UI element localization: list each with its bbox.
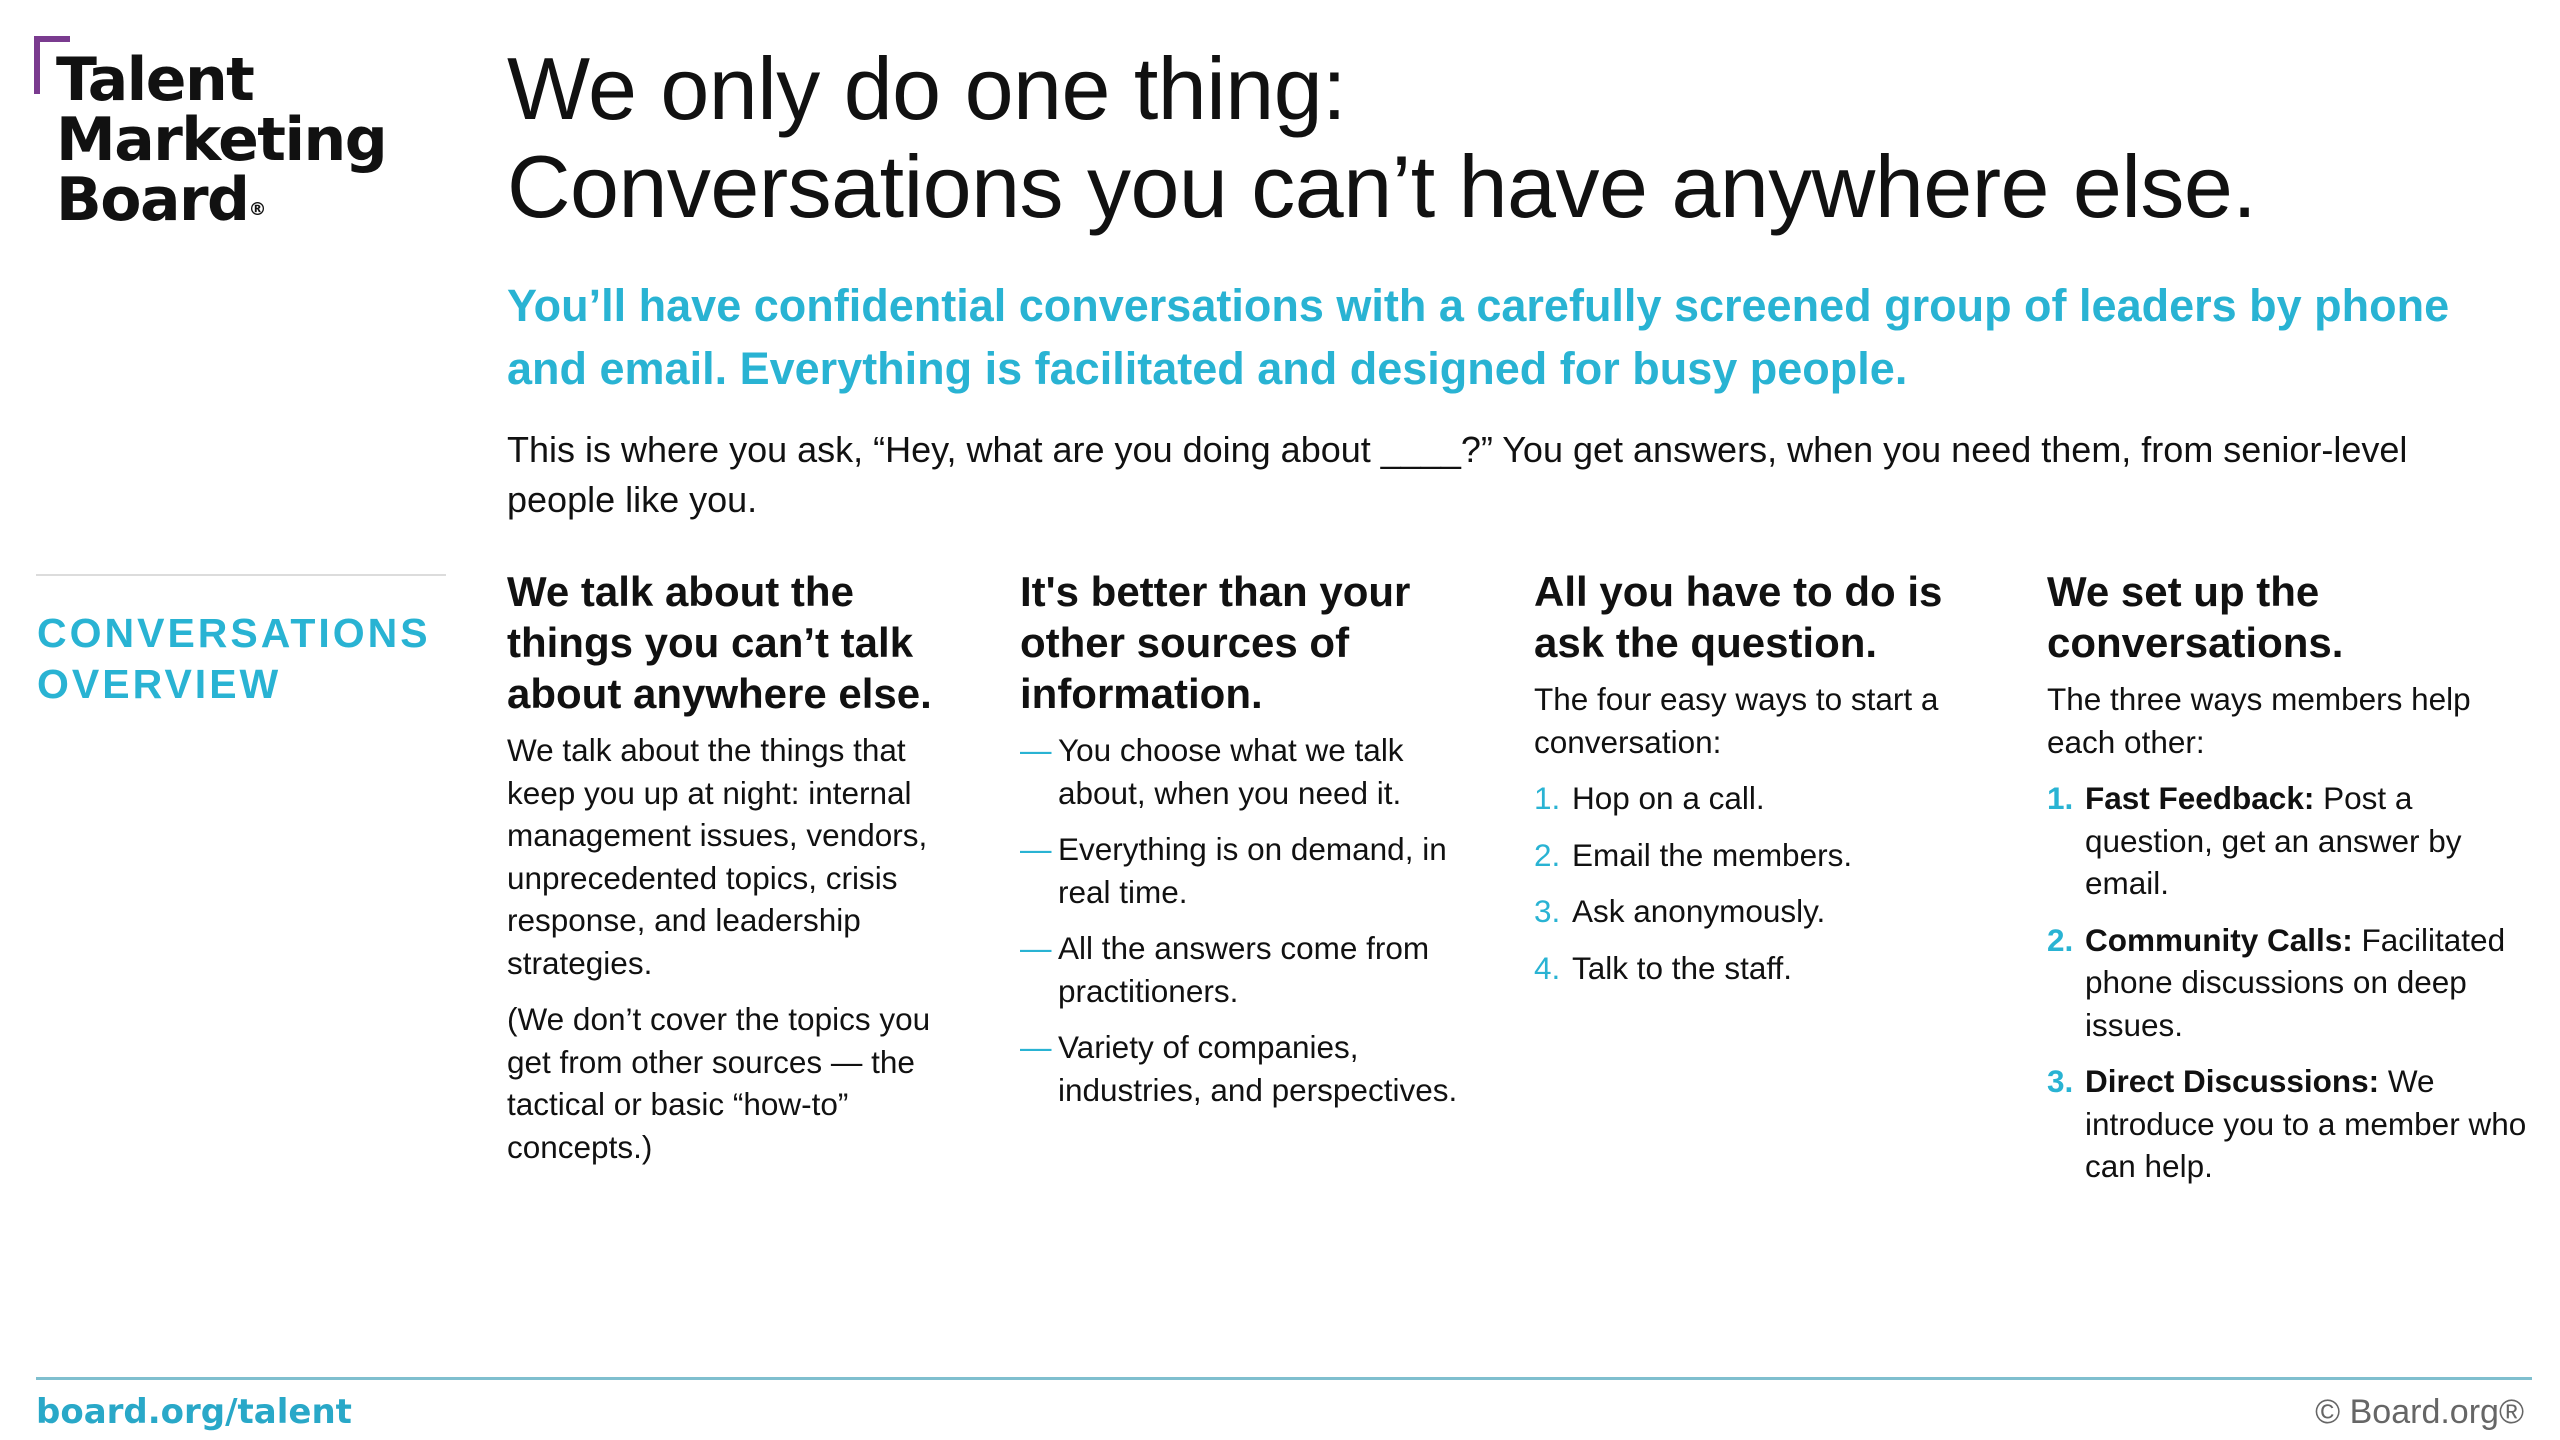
list-number: 1. — [2047, 780, 2074, 816]
list-item-term: Fast Feedback: — [2085, 780, 2315, 816]
brand-logo — [34, 36, 414, 246]
list-item — [2047, 919, 2527, 1047]
list-number: 3. — [2047, 1063, 2074, 1099]
list-item-term: Community Calls: — [2085, 921, 2353, 958]
column-benefits — [1020, 566, 1485, 1125]
sidebar-divider — [36, 574, 446, 576]
logo-line-2: Marketing — [56, 105, 387, 175]
intro-paragraph: This is where you ask, “Hey, what are you doing about ____?” You get answers, when you need them, from senior-level people like you. — [507, 429, 2408, 520]
section-label-line-2: OVERVIEW — [37, 661, 282, 707]
list-item-text: Post a question, get an answer by email. — [2085, 780, 2462, 901]
list-item — [1020, 927, 1485, 1012]
list-item-text: Talk to the staff. — [1572, 949, 1793, 986]
column-heading: We talk about the things you can’t talk about anywhere else. — [507, 568, 932, 717]
dash-marker: — — [1020, 831, 1052, 867]
list-item-text: You choose what we talk about, when you need it. — [1058, 732, 1404, 811]
footer-url: board.org/talent — [36, 1392, 352, 1432]
column-heading: We set up the conversations. — [2047, 568, 2344, 666]
list-item — [1534, 890, 1999, 933]
dash-marker: — — [1020, 732, 1052, 768]
column-heading: All you have to do is ask the question. — [1534, 568, 1943, 666]
list-item-text: Everything is on demand, in real time. — [1058, 831, 1447, 910]
registered-mark: ® — [248, 199, 267, 220]
logo-line-3-text: Board — [56, 165, 249, 235]
column-paragraph: We talk about the things that keep you up at night: internal management issues, vendors, unprecedented topics, crisis response, and leadership strategies. — [507, 732, 928, 981]
column-setup — [2047, 566, 2527, 1202]
footer-divider — [36, 1377, 2532, 1380]
lead-paragraph: You’ll have confidential conversations with a carefully screened group of leaders by phone and email. Everything is facilitated and designed for busy people. — [507, 280, 2450, 394]
logo-wordmark — [56, 45, 387, 235]
dash-marker: — — [1020, 1029, 1052, 1065]
column-ask — [1534, 566, 1999, 1003]
list-item-text: Hop on a call. — [1572, 780, 1765, 816]
list-item — [1534, 777, 1999, 820]
list-item-text: We introduce you to a member who can help. — [2085, 1063, 2527, 1184]
section-label — [37, 608, 467, 710]
list-item-text: All the answers come from practitioners. — [1058, 930, 1430, 1009]
footer-copyright: © Board.org® — [2315, 1393, 2524, 1431]
dash-marker: — — [1020, 930, 1052, 966]
list-item — [1534, 834, 1999, 877]
page-headline — [507, 40, 2507, 236]
list-item-text: Facilitated phone discussions on deep issues. — [2085, 921, 2506, 1043]
column-heading: It's better than your other sources of information. — [1020, 568, 1411, 717]
list-item-text: Ask anonymously. — [1572, 893, 1826, 929]
list-number: 4. — [1534, 949, 1561, 986]
ways-list — [1534, 777, 1999, 989]
list-item-text: Variety of companies, industries, and perspectives. — [1058, 1029, 1458, 1108]
list-item — [1020, 828, 1485, 913]
column-topics — [507, 566, 972, 1182]
section-label-line-1: CONVERSATIONS — [37, 610, 431, 656]
list-item — [1020, 729, 1485, 814]
column-paragraph: (We don’t cover the topics you get from other sources — the tactical or basic “how-to” concepts.) — [507, 1001, 931, 1165]
list-item — [1020, 1026, 1485, 1111]
column-intro: The three ways members help each other: — [2047, 681, 2471, 760]
list-number: 1. — [1534, 780, 1561, 816]
benefits-list — [1020, 729, 1485, 1111]
help-ways-list — [2047, 777, 2527, 1188]
list-item-term: Direct Discussions: — [2085, 1063, 2380, 1099]
list-item — [2047, 1060, 2527, 1188]
column-intro: The four easy ways to start a conversation: — [1534, 681, 1939, 760]
headline-line-2: Conversations you can’t have anywhere else. — [507, 137, 2257, 236]
list-item — [1534, 947, 1999, 990]
headline-line-1: We only do one thing: — [507, 39, 1347, 138]
logo-line-1: Talent — [56, 45, 254, 115]
list-item — [2047, 777, 2527, 905]
list-number: 2. — [1534, 836, 1561, 873]
logo-line-3 — [56, 165, 386, 235]
list-number: 2. — [2047, 921, 2074, 958]
list-item-text: Email the members. — [1572, 836, 1853, 873]
list-number: 3. — [1534, 893, 1561, 929]
